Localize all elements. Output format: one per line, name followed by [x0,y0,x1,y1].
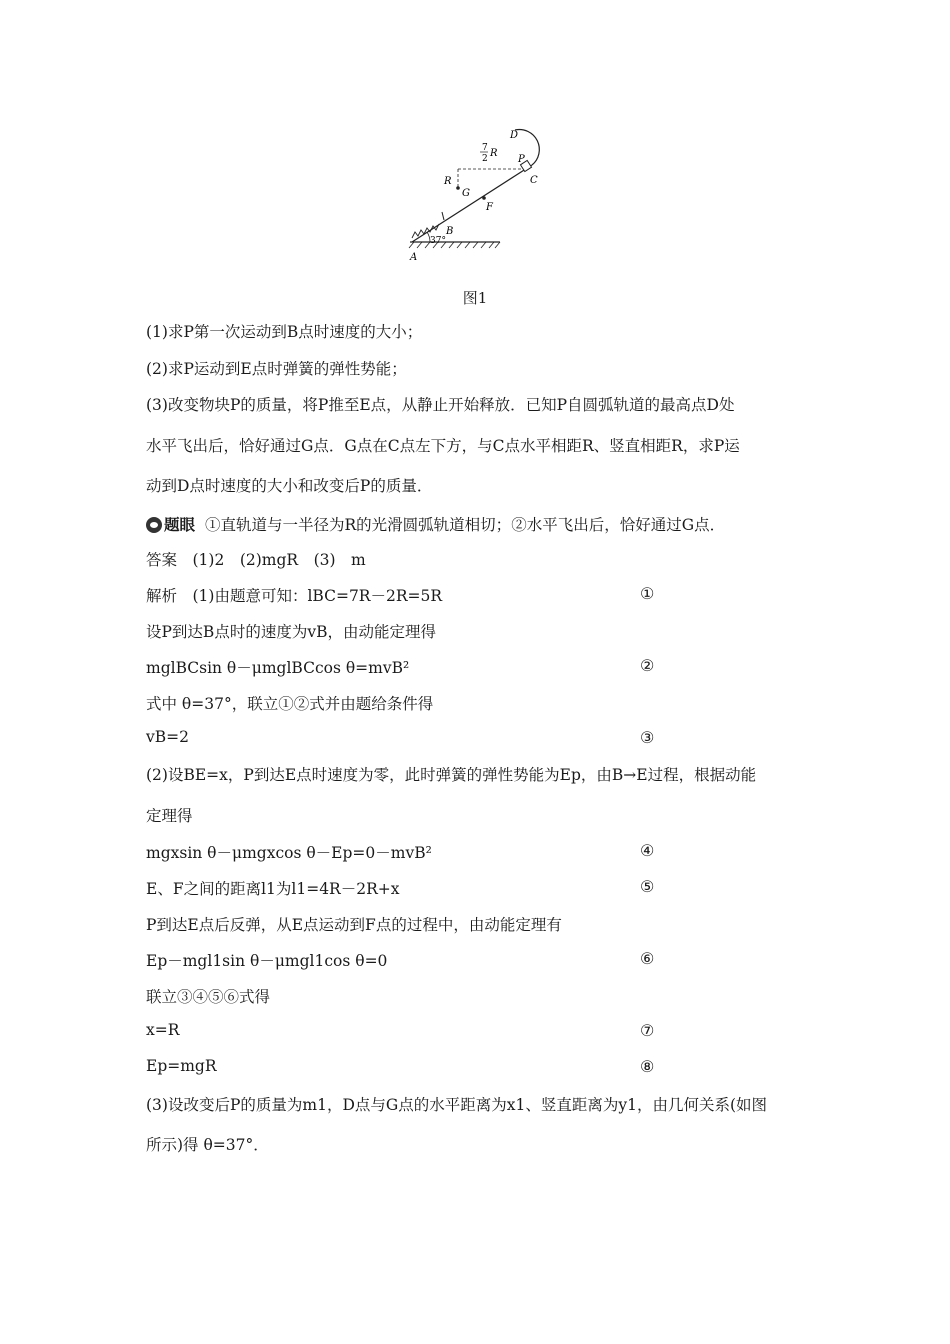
answer-line: 答案 (1)2 (2)mgR (3) m [146,551,366,569]
equation-number: ① [640,584,655,603]
point-f [482,196,486,200]
tiyan-label: 题眼 [164,516,196,534]
physics-diagram [400,120,580,270]
solution-line: Ep=mgR [146,1057,217,1075]
solution-line: (3)设改变后P的质量为m1，D点与G点的水平距离为x1、竖直距离为y1，由几何关系(如图 [146,1096,768,1114]
equation-number: ⑦ [640,1021,655,1040]
frac-den: 2 [482,154,488,164]
incline-track [412,165,532,242]
question-line: 动到D点时速度的大小和改变后P的质量． [146,477,433,495]
solution-line: 所示)得 θ=37°． [146,1136,269,1154]
solution-line: x=R [146,1021,180,1039]
question-line: (1)求P第一次运动到B点时速度的大小； [146,323,423,341]
solution-line: 式中 θ=37°，联立①②式并由题给条件得 [146,695,434,713]
tiyan-text: ①直轨道与一半径为R的光滑圆弧轨道相切；②水平飞出后，恰好通过G点． [205,516,726,534]
label-c: C [530,175,538,186]
label-b: B [446,226,454,237]
label-r: R [444,176,452,187]
label-f: F [486,202,493,213]
question-line: 水平飞出后，恰好通过G点．G点在C点左下方，与C点水平相距R、竖直相距R，求P运 [146,437,740,455]
solution-line: vB=2 [146,728,189,746]
solution-line: P到达E点后反弹，从E点运动到F点的过程中，由动能定理有 [146,916,562,934]
label-p: P [518,154,525,165]
solution-line: 解析 (1)由题意可知：lBC=7R－2R=5R [146,587,443,605]
label-g: G [462,188,470,199]
figure-caption: 图1 [462,289,488,307]
tiyan-line [146,513,725,535]
solution-line: mgxsin θ－μmgxcos θ－Ep=0－mvB² [146,844,432,862]
solution-line: 定理得 [146,807,193,825]
equation-number: ⑤ [640,877,655,896]
eye-icon [146,517,162,533]
point-g [456,186,460,190]
solution-line: mglBCsin θ－μmglBCcos θ=mvB² [146,659,410,677]
equation-number: ③ [640,728,655,747]
question-line: (2)求P运动到E点时弹簧的弹性势能； [146,360,407,378]
label-a: A [410,252,418,263]
label-angle: 37° [430,236,446,246]
equation-number: ⑧ [640,1057,655,1076]
label-d: D [510,130,519,141]
equation-number: ② [640,656,655,675]
question-line: (3)改变物块P的质量，将P推至E点，从静止开始释放．已知P自圆弧轨道的最高点D处 [146,396,735,414]
frac-r: R [490,148,498,159]
equation-number: ④ [640,841,655,860]
solution-line: 设P到达B点时的速度为vB，由动能定理得 [146,623,436,641]
frac-num: 7 [482,143,488,153]
equation-number: ⑥ [640,949,655,968]
ground-hatch [409,242,500,248]
solution-line: Ep－mgl1sin θ－μmgl1cos θ=0 [146,952,388,970]
solution-line: (2)设BE=x，P到达E点时速度为零，此时弹簧的弹性势能为Ep，由B→E过程，根据动能 [146,766,757,784]
solution-line: 联立③④⑤⑥式得 [146,988,271,1006]
solution-line: E、F之间的距离l1为l1=4R－2R+x [146,880,400,898]
